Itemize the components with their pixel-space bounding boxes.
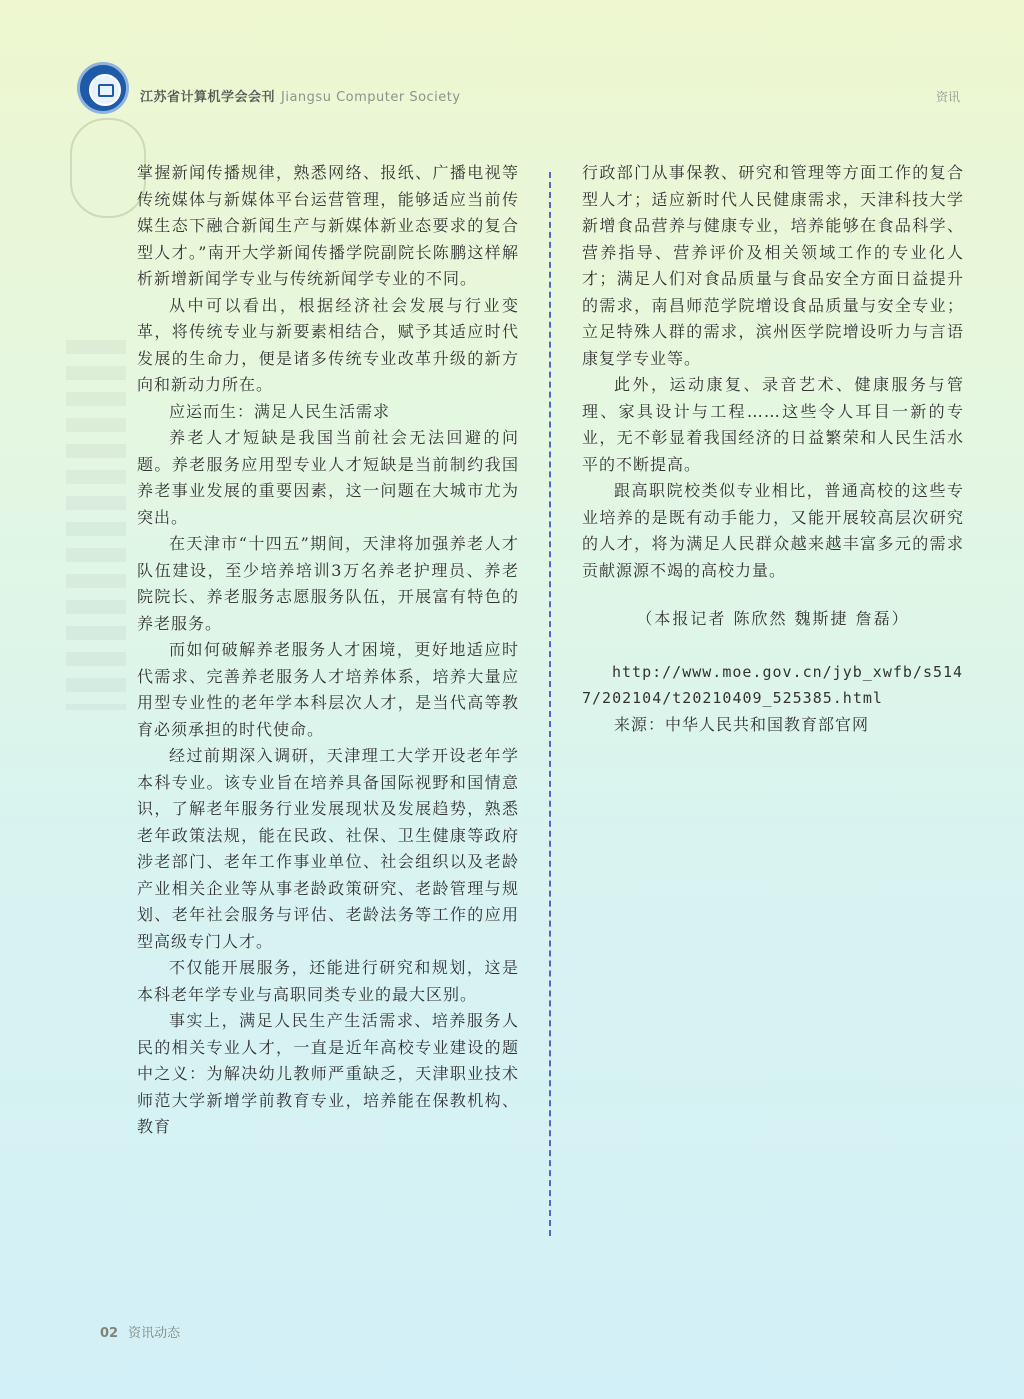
paragraph: 经过前期深入调研，天津理工大学开设老年学本科专业。该专业旨在培养具备国际视野和国情意识，了解老年服务行业发展现状及发展趋势，熟悉老年政策法规，能在民政、社保、卫生健康等政府涉老部门、老年工作事业单位、社会组织以及老龄产业相关企业等从事老龄政策研究、老龄管理与规划、老年社会服务与评估、老龄法务等工作的应用型高级专门人才。 [137, 746, 519, 951]
paragraph: 事实上，满足人民生产生活需求、培养服务人民的相关专业人才，一直是近年高校专业建设的题中之义：为解决幼儿教师严重缺乏，天津职业技术师范大学新增学前教育专业，培养能在保教机构、教育 [137, 1011, 519, 1136]
footer-label: 资讯动态 [128, 1326, 181, 1341]
paragraph: 养老人才短缺是我国当前社会无法回避的问题。养老服务应用型专业人才短缺是当前制约我国养老事业发展的重要因素，这一问题在大城市尤为突出。 [137, 428, 519, 527]
paragraph: 此外，运动康复、录音艺术、健康服务与管理、家具设计与工程……这些令人耳目一新的专业，无不彰显着我国经济的日益繁荣和人民生活水平的不断提高。 [582, 375, 964, 474]
source-label: 来源：中华人民共和国教育部官网 [614, 714, 870, 734]
page-number: 02 [100, 1326, 119, 1341]
column-divider [549, 172, 551, 1236]
header-subtitle-en: Jiangsu Computer Society [281, 90, 461, 105]
paragraph: 不仅能开展服务，还能进行研究和规划，这是本科老年学专业与高职同类专业的最大区别。 [137, 958, 519, 1004]
left-column [137, 160, 519, 1141]
paragraph: 掌握新闻传播规律，熟悉网络、报纸、广播电视等传统媒体与新媒体平台运营管理，能够适应当前传媒生态下融合新闻生产与新媒体新业态要求的复合型人才。”南开大学新闻传播学院副院长陈鹏这样解析新增新闻学专业与传统新闻学专业的不同。 [137, 163, 519, 288]
paragraph: 在天津市“十四五”期间，天津将加强养老人才队伍建设，至少培养培训3万名养老护理员、养老院院长、养老服务志愿服务队伍，开展富有特色的养老服务。 [137, 534, 519, 633]
seal-watermark-icon [70, 118, 146, 218]
society-logo-icon [77, 62, 129, 114]
footer [100, 1322, 180, 1341]
paragraph: 行政部门从事保教、研究和管理等方面工作的复合型人才；适应新时代人民健康需求，天津科技大学新增食品营养与健康专业，培养能够在食品科学、营养指导、营养评价及相关领域工作的专业化人才；满足人们对食品质量与食品安全方面日益提升的需求，南昌师范学院增设食品质量与安全专业；立足特殊人群的需求，滨州医学院增设听力与言语康复学专业等。 [582, 163, 964, 368]
source-url-link[interactable]: http://www.moe.gov.cn/jyb_xwfb/s5147/202104/t20210409_525385.html [582, 662, 964, 707]
paragraph: 跟高职院校类似专业相比，普通高校的这些专业培养的是既有动手能力，又能开展较高层次研究的人才，将为满足人民群众越来越丰富多元的需求贡献源源不竭的高校力量。 [582, 481, 964, 580]
right-column [582, 160, 964, 738]
byline: （本报记者 陈欣然 魏斯捷 詹磊） [636, 609, 910, 628]
paragraph: 从中可以看出，根据经济社会发展与行业变革，将传统专业与新要素相结合，赋予其适应时代发展的生命力，便是诸多传统专业改革升级的新方向和新动力所在。 [137, 295, 519, 394]
header-section-label: 资讯 [935, 90, 960, 104]
paragraph: 而如何破解养老服务人才困境，更好地适应时代需求、完善养老服务人才培养体系，培养大量应用型专业性的老年学本科层次人才，是当代高等教育必须承担的时代使命。 [137, 640, 519, 739]
section-heading: 应运而生：满足人民生活需求 [169, 401, 391, 421]
bleed-through-text [66, 340, 126, 710]
header-title: 江苏省计算机学会会刊 Jiangsu Computer Society [140, 90, 461, 105]
